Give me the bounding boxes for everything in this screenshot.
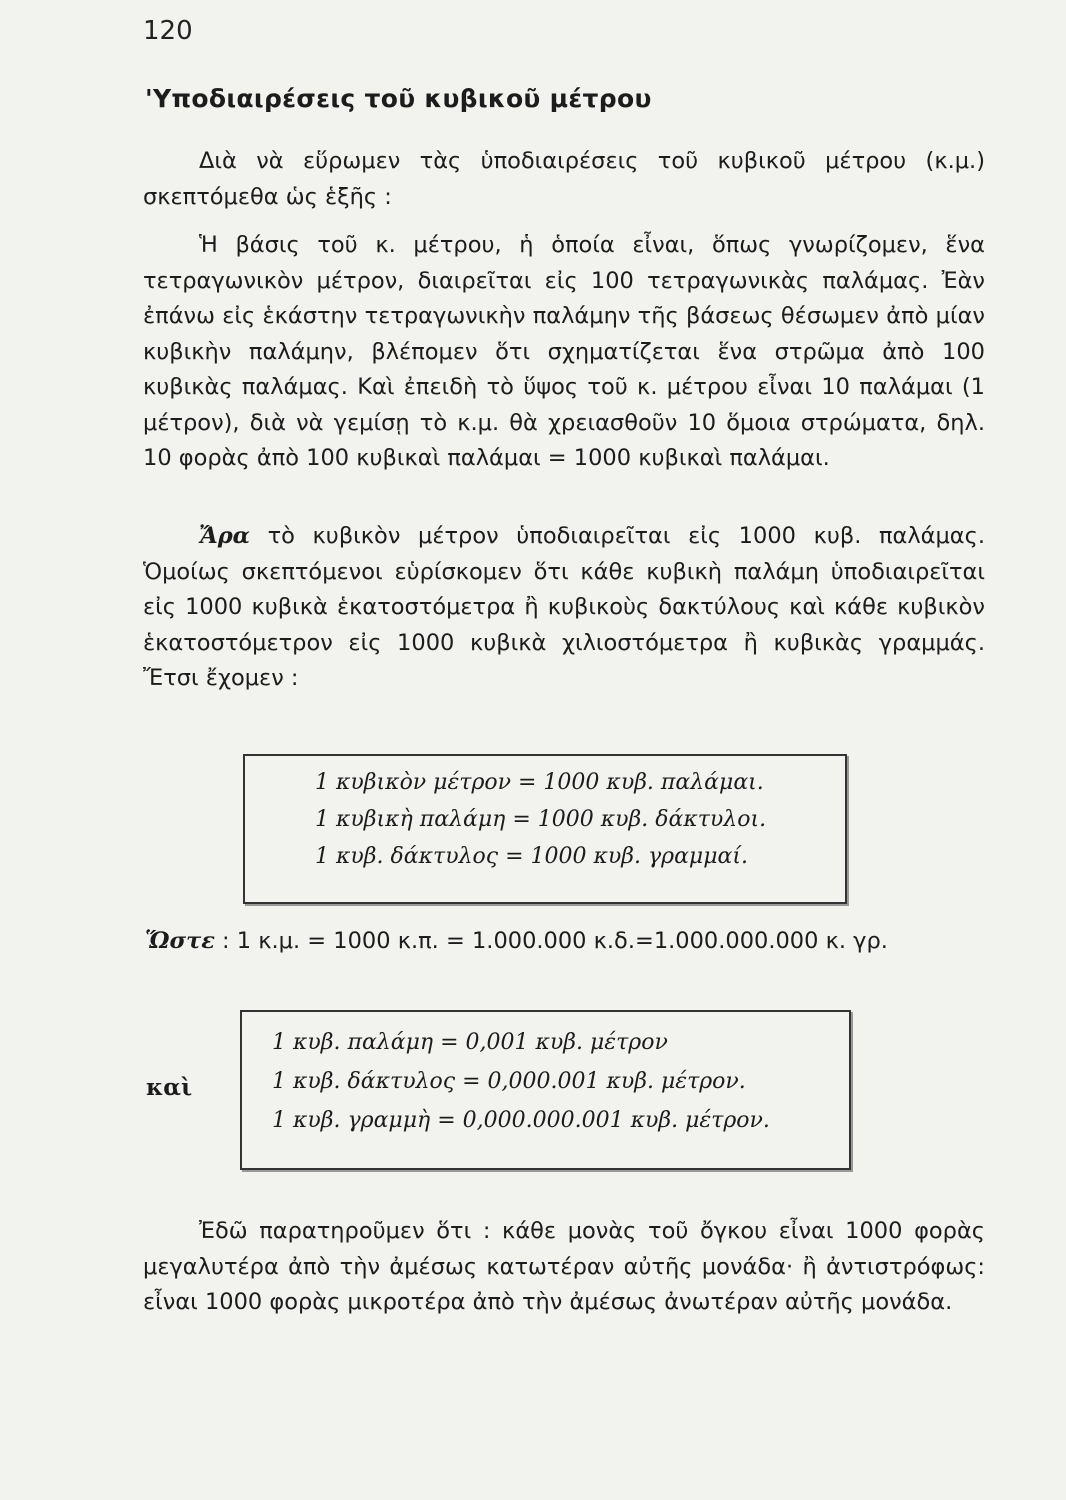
paragraph-conclusion [143,519,985,697]
paragraph-body: τὸ κυβικὸν μέτρον ὑποδιαιρεῖται εἰς 1000 κυβ. παλάμας. Ὁμοίως σκεπτόμενοι εὑρίσκομεν ὅτι κάθε κυβικὴ παλάμη ὑποδιαιρεῖται εἰς 1000 κυβικὰ ἑκατοστόμετρα ἢ κυβικοὺς δακτύλους καὶ κάθε κυβικὸν ἑκατοστόμετρον εἰς 1000 κυβικὰ χιλιοστόμετρα ἢ κυβικὰς γραμμάς. Ἔτσι ἔχομεν : [143,523,985,691]
conversion-line: 1 κυβικὸν μέτρον = 1000 κυβ. παλάμαι. [315,770,764,795]
conversion-box-downward [240,1010,851,1170]
paragraph-text [143,519,985,697]
page-number: 120 [143,16,193,46]
kai-label: καὶ [146,1074,193,1101]
equation-text: : 1 κ.μ. = 1000 κ.π. = 1.000.000 κ.δ.=1.000.000.000 κ. γρ. [214,928,888,954]
paragraph-text: Ἐδῶ παρατηροῦμεν ὅτι : κάθε μονὰς τοῦ ὄγκου εἶναι 1000 φορὰς μεγαλυτέρα ἀπὸ τὴν ἀμέσως κατωτέραν αὐτῆς μονάδα· ἢ ἀντιστρόφως: εἶναι 1000 φορὰς μικροτέρα ἀπὸ τὴν ἀμέσως ἀνωτέραν αὐτῆς μονάδα. [143,1218,985,1315]
paragraph-text: Ἡ βάσις τοῦ κ. μέτρου, ἡ ὁποία εἶναι, ὅπως γνωρίζομεν, ἕνα τετραγωνικὸν μέτρον, διαιρεῖται εἰς 100 τετραγωνικὰς παλάμας. Ἐὰν ἐπάνω εἰς ἑκάστην τετραγωνικὴν παλάμην τῆς βάσεως θέσωμεν ἀπὸ μίαν κυβικὴν παλάμην, βλέπομεν ὅτι σχηματίζεται ἕνα στρῶμα ἀπὸ 100 κυβικὰς παλάμας. Καὶ ἐπειδὴ τὸ ὕψος τοῦ κ. μέτρου εἶναι 10 παλάμαι (1 μέτρον), διὰ νὰ γεμίσῃ τὸ κ.μ. θὰ χρειασθοῦν 10 ὅμοια στρώματα, δηλ. 10 φορὰς ἀπὸ 100 κυβικαὶ παλάμαι = 1000 κυβικαὶ παλάμαι. [143,232,985,471]
conversion-line: 1 κυβικὴ παλάμη = 1000 κυβ. δάκτυλοι. [315,807,767,832]
conversion-line: 1 κυβ. γραμμὴ = 0,000.000.001 κυβ. μέτρον. [272,1108,770,1133]
paragraph-lead-word: Ἄρα [199,523,250,549]
paragraph-observation [143,1214,985,1321]
section-title: 'Υποδιαιρέσεις τοῦ κυβικοῦ μέτρου [145,84,652,113]
paragraph-text: Διὰ νὰ εὕρωμεν τὰς ὑποδιαιρέσεις τοῦ κυβικοῦ μέτρου (κ.μ.) σκεπτόμεθα ὡς ἑξῆς : [143,148,985,210]
paragraph-intro [143,144,985,215]
paragraph-base-explanation [143,228,985,477]
conversion-box-upward [243,754,847,904]
equation-lead-word: Ὥστε [145,928,215,954]
conversion-line: 1 κυβ. παλάμη = 0,001 κυβ. μέτρον [272,1030,668,1055]
conversion-line: 1 κυβ. δάκτυλος = 0,000.001 κυβ. μέτρον. [272,1069,746,1094]
equation-summary [145,928,888,954]
conversion-line: 1 κυβ. δάκτυλος = 1000 κυβ. γραμμαί. [315,844,748,869]
